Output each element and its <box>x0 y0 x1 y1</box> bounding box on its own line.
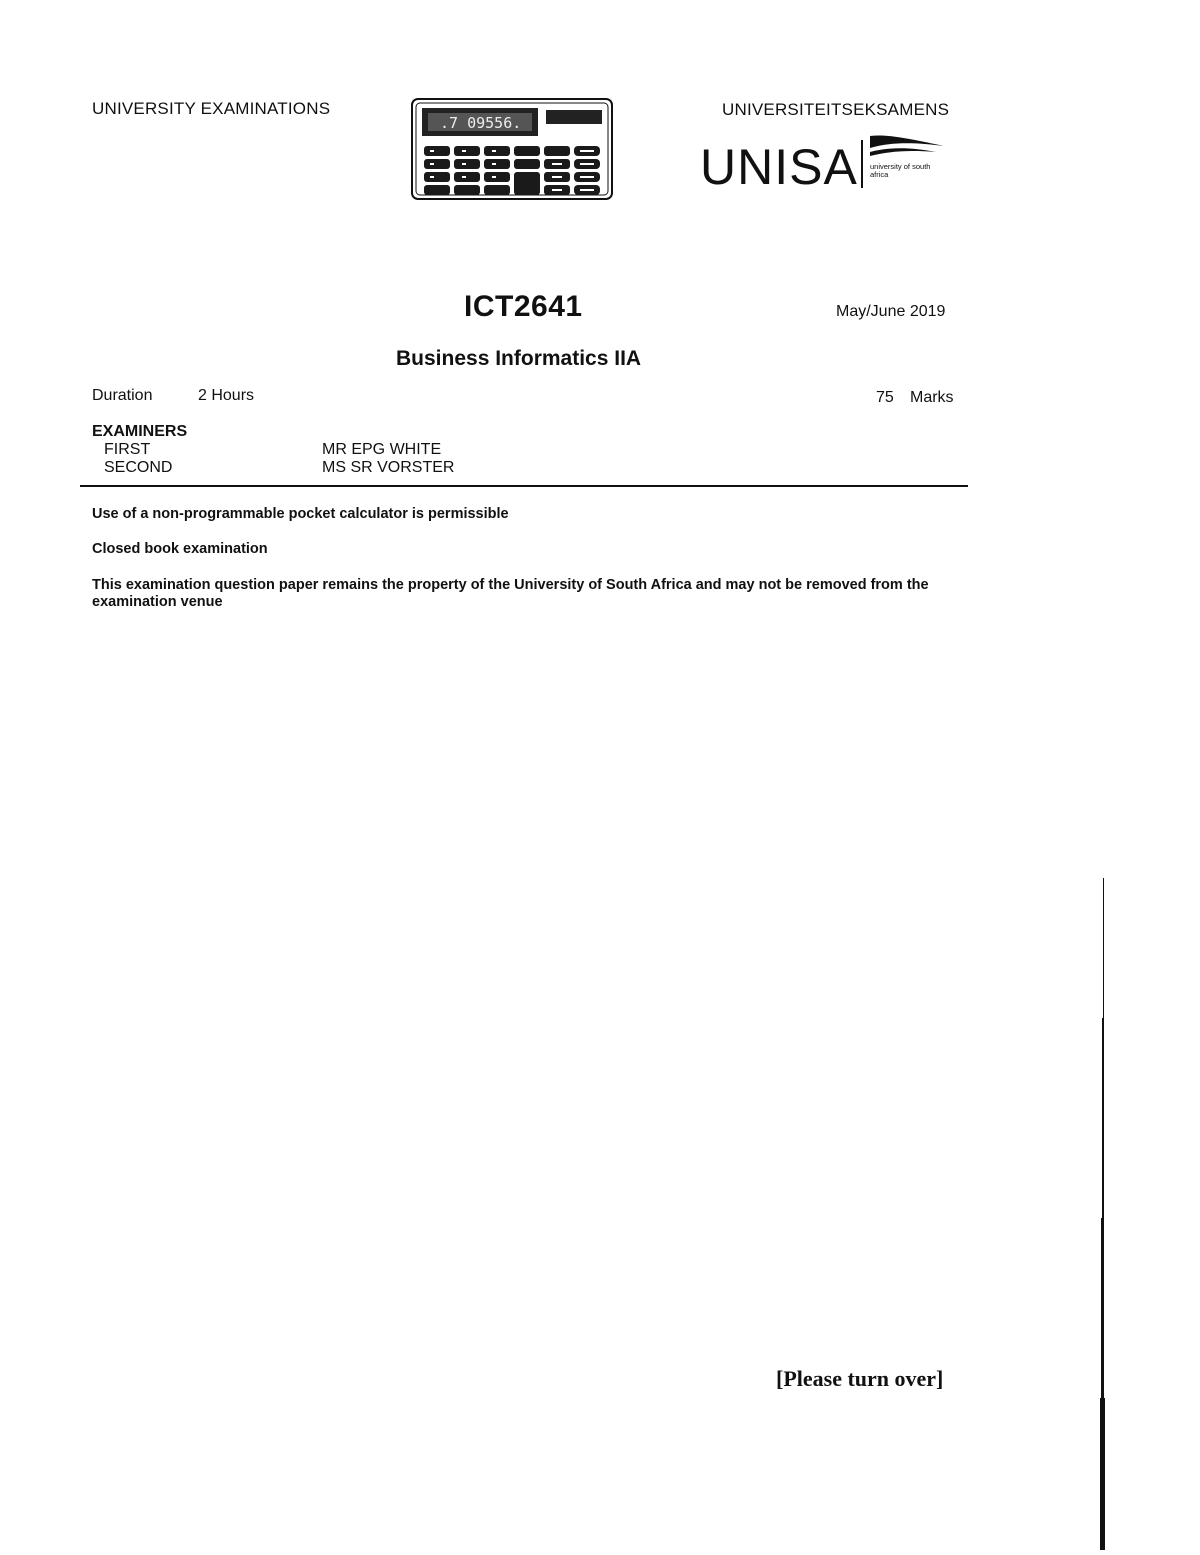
second-examiner-label: SECOND <box>104 459 173 476</box>
unisa-logo-tagline: university of south africa <box>870 162 931 179</box>
marks-value: 75 <box>876 389 894 406</box>
duration-value: 2 Hours <box>198 387 255 404</box>
unisa-logo-word: UNISA <box>700 139 858 195</box>
logo-divider <box>861 140 863 188</box>
course-title: Business Informatics IIA <box>396 347 642 370</box>
calculator-icon <box>410 96 616 207</box>
exam-date: May/June 2019 <box>836 303 946 320</box>
university-examinations-heading: UNIVERSITY EXAMINATIONS <box>92 99 331 118</box>
please-turn-over: [Please turn over] <box>776 1366 944 1391</box>
instruction-property: This examination question paper remains the property of the University of South Africa and may not be removed from the examination venue <box>92 577 929 610</box>
course-code: ICT2641 <box>464 290 583 323</box>
duration-label: Duration <box>92 387 153 404</box>
scan-margin-edge <box>1100 878 1105 1550</box>
second-examiner-name: MS SR VORSTER <box>322 459 455 476</box>
universiteitseksamens-heading: UNIVERSITEITSEKSAMENS <box>722 100 950 119</box>
instruction-calculator: Use of a non-programmable pocket calculator is permissible <box>92 506 509 522</box>
examiners-heading: EXAMINERS <box>92 423 188 440</box>
header-divider <box>80 485 968 487</box>
svg-text:.7 09556.: .7 09556. <box>440 114 522 132</box>
instruction-closed-book: Closed book examination <box>92 541 268 557</box>
marks-label: Marks <box>910 389 954 406</box>
first-examiner-name: MR EPG WHITE <box>322 441 442 458</box>
first-examiner-label: FIRST <box>104 441 151 458</box>
